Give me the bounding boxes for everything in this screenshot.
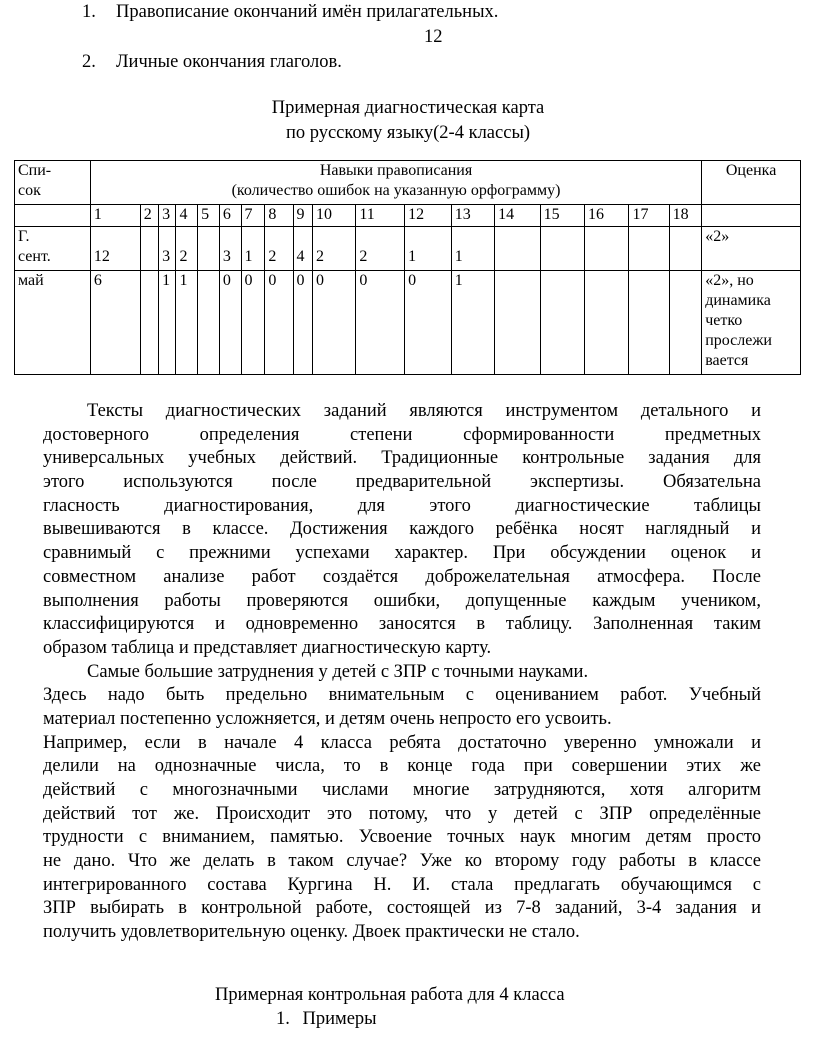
list-item-2 <box>82 52 342 73</box>
value: 1 <box>454 248 463 265</box>
header-skills-line: (количество ошибок на указанную орфограмму) <box>231 182 561 199</box>
page-number: 12 <box>424 27 443 47</box>
value: 3 <box>162 248 171 265</box>
value-cell: 1 <box>451 271 494 375</box>
list-text: Правописание окончаний имён прилагательных. <box>116 2 499 22</box>
text-line: выполнения работы проверяются ошибки, допущенные каждым учеником, <box>43 590 761 611</box>
value-cell <box>451 227 494 271</box>
value-cell <box>405 227 452 271</box>
value-cell <box>140 271 158 375</box>
grade-cell <box>702 271 801 375</box>
grade-cell: «2» <box>702 227 801 271</box>
table-row-september <box>15 227 801 271</box>
value-cell <box>540 271 584 375</box>
value-cell <box>629 271 669 375</box>
grade-line: «2», но <box>705 272 754 289</box>
value-cell: 0 <box>293 271 313 375</box>
table-cell <box>702 205 801 227</box>
value-cell: 1 <box>159 271 176 375</box>
value-cell <box>356 227 405 271</box>
number-cell: 4 <box>176 205 198 227</box>
value-cell: 0 <box>356 271 405 375</box>
text-line: получить удовлетворительную оценку. Двоек практически не стало. <box>43 922 580 943</box>
header-skills-line: Навыки правописания <box>319 162 473 179</box>
value: 4 <box>296 248 305 265</box>
value-cell <box>159 227 176 271</box>
text-line: универсальных учебных действий. Традиционные контрольные задания для <box>43 448 761 469</box>
header-list-cell <box>15 161 91 205</box>
value-cell <box>219 227 241 271</box>
diagnostic-table <box>14 160 801 375</box>
grade-line: вается <box>705 352 749 369</box>
table-row-may <box>15 271 801 375</box>
value-cell <box>669 227 702 271</box>
value: 2 <box>268 248 277 265</box>
header-list-line: сок <box>18 182 41 199</box>
value-cell: 0 <box>219 271 241 375</box>
text-line: этого используются после предварительной экспертизы. Обязательна <box>43 472 761 493</box>
value-cell <box>198 271 220 375</box>
value-cell <box>241 227 265 271</box>
bottom-title: Примерная контрольная работа для 4 класса <box>215 985 565 1005</box>
value-cell: 0 <box>405 271 452 375</box>
text-line: действий тот же. Происходит это потому, что у детей с ЗПР определённые <box>43 803 761 824</box>
value-cell: 6 <box>90 271 140 375</box>
text-line: совместном анализе работ создаётся доброжелательная атмосфера. После <box>43 566 761 587</box>
header-list-line: Спи- <box>18 162 52 179</box>
number-cell: 1 <box>90 205 140 227</box>
value-cell <box>140 227 158 271</box>
list-text: Личные окончания глаголов. <box>116 52 342 72</box>
grade-line: динамика <box>705 292 771 309</box>
number-cell: 9 <box>293 205 313 227</box>
value-cell: 0 <box>313 271 356 375</box>
text-line: сравнимый с прежними успехами характер. При обсуждении оценок и <box>43 543 761 564</box>
text-line: материал постепенно усложняется, и детям очень непросто его усвоить. <box>43 708 612 729</box>
list-number: 1. <box>276 1009 290 1029</box>
grade-line: четко <box>705 312 743 329</box>
text-line: делили на однозначные числа, то в конце года при совершении этих же <box>43 756 761 777</box>
value-cell: 0 <box>265 271 293 375</box>
value-cell <box>265 227 293 271</box>
value-cell <box>585 271 629 375</box>
text-line: трудности с вниманием, памятью. Усвоение точных наук многим детям просто <box>43 827 761 848</box>
value-cell <box>540 227 584 271</box>
value-cell: 0 <box>241 271 265 375</box>
value: 2 <box>316 248 325 265</box>
row-label-cell <box>15 227 91 271</box>
list-text: Примеры <box>302 1009 377 1029</box>
text-line: достоверного определения степени сформированности предметных <box>43 424 761 445</box>
card-title-line-2: по русскому языку(2-4 классы) <box>285 123 531 143</box>
list-number: 1. <box>82 2 96 22</box>
header-grade-cell: Оценка <box>702 161 801 205</box>
bottom-list-item <box>276 1009 377 1030</box>
number-cell: 10 <box>313 205 356 227</box>
value-cell <box>176 227 198 271</box>
number-cell: 17 <box>629 205 669 227</box>
number-cell: 3 <box>159 205 176 227</box>
number-cell: 16 <box>585 205 629 227</box>
value: 1 <box>408 248 417 265</box>
list-item-1 <box>82 2 498 23</box>
table-numbers-row <box>15 205 801 227</box>
value: 12 <box>93 248 110 265</box>
text-line: не дано. Что же делать в таком случае? Уже ко второму году работы в классе <box>43 851 761 872</box>
text-line: Тексты диагностических заданий являются инструментом детального и <box>87 401 761 421</box>
number-cell: 14 <box>495 205 541 227</box>
value-cell <box>198 227 220 271</box>
number-cell: 6 <box>219 205 241 227</box>
value-cell <box>293 227 313 271</box>
card-title-line-1: Примерная диагностическая карта <box>271 98 545 118</box>
value-cell <box>495 271 541 375</box>
text-line: образом таблица и представляет диагностическую карту. <box>43 637 492 658</box>
body-text <box>43 400 761 945</box>
row-label-cell: май <box>15 271 91 375</box>
value: 2 <box>359 248 368 265</box>
text-line: Самые большие затруднения у детей с ЗПР с точными науками. <box>87 661 589 682</box>
value: 3 <box>222 248 231 265</box>
value-cell <box>585 227 629 271</box>
text-line: Здесь надо быть предельно внимательным с оцениванием работ. Учебный <box>43 685 761 706</box>
grade-line: прослежи <box>705 332 772 349</box>
row-label-line: Г. <box>18 228 30 245</box>
text-line: классифицируются и одновременно заносятся в таблицу. Заполненная таким <box>43 614 761 635</box>
number-cell: 18 <box>669 205 702 227</box>
value-cell <box>495 227 541 271</box>
text-line: интегрированного состава Кургина Н. И. стала предлагать обучающимся с <box>43 874 761 895</box>
value-cell <box>90 227 140 271</box>
number-cell: 15 <box>540 205 584 227</box>
header-skills-cell <box>90 161 701 205</box>
text-line: вывешиваются в классе. Достижения каждого ребёнка носят наглядный и <box>43 519 761 540</box>
value-cell <box>313 227 356 271</box>
text-line: Например, если в начале 4 класса ребята достаточно уверенно умножали и <box>43 732 761 753</box>
value: 2 <box>179 248 188 265</box>
number-cell: 11 <box>356 205 405 227</box>
row-label-line: сент. <box>18 248 51 265</box>
text-line: гласность диагностирования, для этого диагностические таблицы <box>43 495 761 516</box>
number-cell: 12 <box>405 205 452 227</box>
number-cell: 8 <box>265 205 293 227</box>
number-cell: 2 <box>140 205 158 227</box>
number-cell: 7 <box>241 205 265 227</box>
text-line: действий с многозначными числами многие затрудняются, хотя алгоритм <box>43 780 761 800</box>
number-cell: 13 <box>451 205 494 227</box>
value-cell <box>669 271 702 375</box>
text-line: ЗПР выбирать в контрольной работе, состоящей из 7-8 заданий, 3-4 задания и <box>43 898 761 919</box>
table-header-row <box>15 161 801 205</box>
number-cell: 5 <box>198 205 220 227</box>
value-cell <box>629 227 669 271</box>
value-cell: 1 <box>176 271 198 375</box>
value: 1 <box>244 248 253 265</box>
table-cell <box>15 205 91 227</box>
list-number: 2. <box>82 52 96 72</box>
